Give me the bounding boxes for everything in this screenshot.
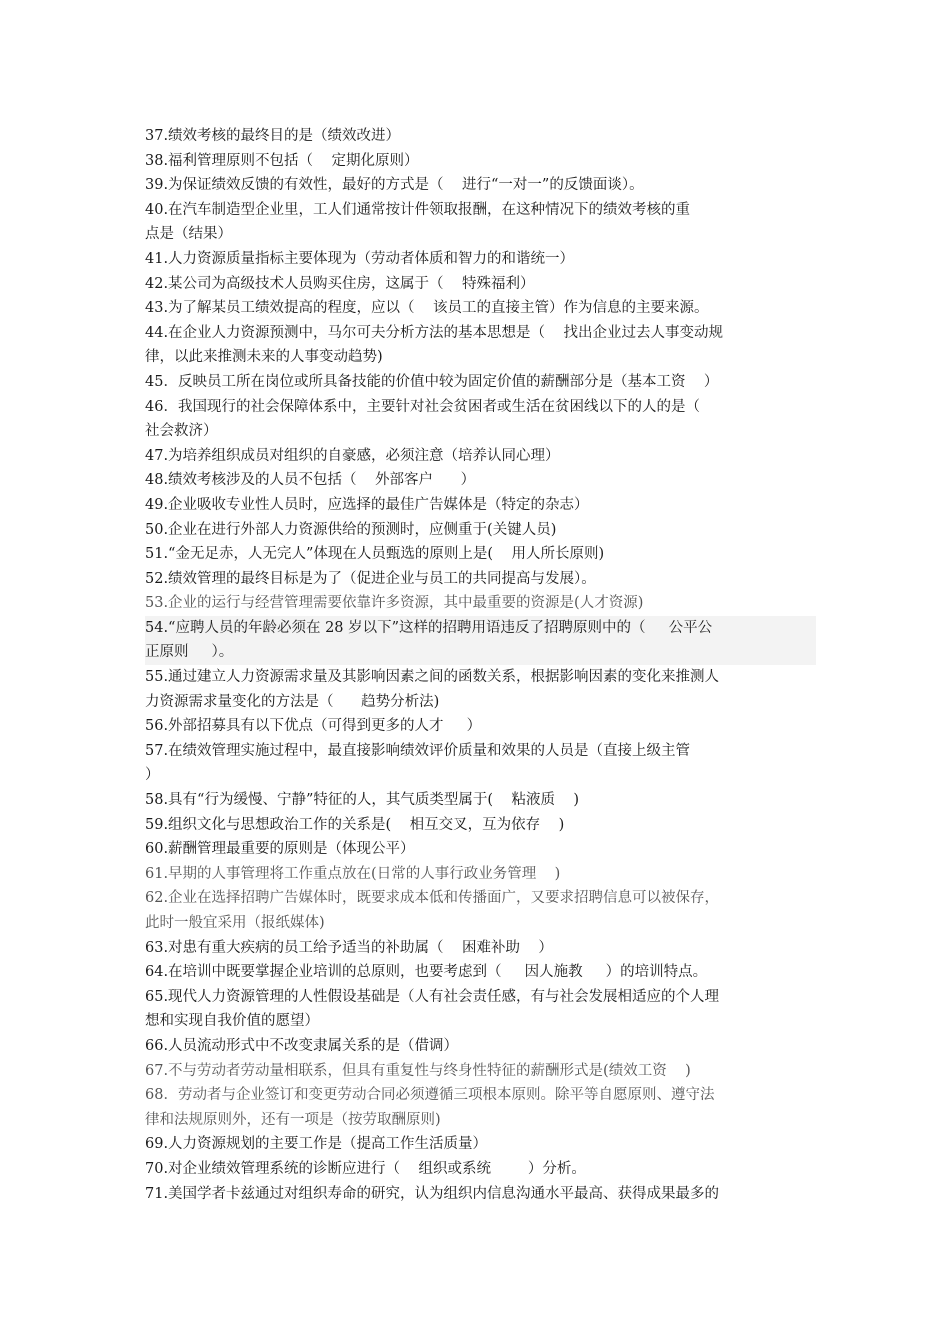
text-line: 44.在企业人力资源预测中，马尔可夫分析方法的基本思想是（ 找出企业过去人事变动规: [145, 324, 723, 341]
text-line: 56.外部招募具有以下优点（可得到更多的人才 ）: [145, 718, 482, 735]
text-line: 55.通过建立人力资源需求量及其影响因素之间的函数关系，根据影响因素的变化来推测人: [145, 669, 720, 686]
text-line: 65.现代人力资源管理的人性假设基础是（人有社会责任感，有与社会发展相适应的个人理: [145, 988, 720, 1005]
text-line: 46．我国现行的社会保障体系中，主要针对社会贫困者或生活在贫困线以下的人的是（: [145, 398, 700, 415]
text-line: 53.企业的运行与经营管理需要依靠许多资源，其中最重要的资源是(人才资源): [145, 595, 644, 612]
text-line: 58.具有“行为缓慢、宁静”特征的人，其气质类型属于( 粘液质 ): [145, 792, 580, 809]
text-line: 想和实现自我价值的愿望）: [145, 1013, 319, 1030]
text-line: 社会救济）: [145, 423, 218, 440]
text-line: 64.在培训中既要掌握企业培训的总原则，也要考虑到（ 因人施教 ）的培训特点。: [145, 964, 708, 981]
text-line: ）: [145, 767, 160, 784]
text-line: 43.为了解某员工绩效提高的程度，应以（ 该员工的直接主管）作为信息的主要来源。: [145, 300, 709, 317]
document-body: [145, 124, 810, 1206]
text-line: 52.绩效管理的最终目标是为了（促进企业与员工的共同提高与发展）。: [145, 570, 596, 587]
text-line: 此时一般宜采用（报纸媒体): [145, 915, 325, 931]
text-line: 力资源需求量变化的方法是（ 趋势分析法): [145, 693, 440, 710]
text-line: 51.“金无足赤，人无完人”体现在人员甄选的原则上是( 用人所长原则): [145, 546, 605, 563]
text-line: 50.企业在进行外部人力资源供给的预测时，应侧重于(关键人员): [145, 521, 557, 538]
text-line: 59.组织文化与思想政治工作的关系是( 相互交叉，互为依存 ): [145, 816, 565, 833]
text-line: 48.绩效考核涉及的人员不包括（ 外部客户 ）: [145, 472, 476, 489]
text-line: 61.早期的人事管理将工作重点放在(日常的人事行政业务管理 ): [145, 865, 561, 882]
text-line: 点是（结果）: [145, 226, 232, 243]
text-line: 41.人力资源质量指标主要体现为（劳动者体质和智力的和谐统一）: [145, 250, 575, 267]
text-line: 67.不与劳动者劳动量相联系，但具有重复性与终身性特征的薪酬形式是(绩效工资 ): [145, 1062, 691, 1079]
text-line: 70.对企业绩效管理系统的诊断应进行（ 组织或系统 ）分析。: [145, 1160, 586, 1177]
text-line: 37.绩效考核的最终目的是（绩效改进）: [145, 128, 401, 144]
text-line: 律，以此来推测未来的人事变动趋势): [145, 349, 383, 366]
text-line: 68．劳动者与企业签订和变更劳动合同必须遵循三项根本原则。除平等自愿原则、遵守法: [145, 1087, 715, 1104]
text-line: 45．反映员工所在岗位或所具备技能的价值中较为固定价值的薪酬部分是（基本工资 ）: [145, 373, 719, 390]
text-line: 54.“应聘人员的年龄必须在 28 岁以下”这样的招聘用语违反了招聘原则中的（ 公平公: [145, 616, 816, 641]
text-line: 62.企业在选择招聘广告媒体时，既要求成本低和传播面广，又要求招聘信息可以被保存，: [145, 890, 720, 907]
text-line: 正原则 ）。: [145, 640, 816, 665]
text-line: 39.为保证绩效反馈的有效性，最好的方式是（ 进行“一对一”的反馈面谈）。: [145, 177, 644, 194]
text-line: 42.某公司为高级技术人员购买住房，这属于（ 特殊福利）: [145, 275, 535, 292]
text-line: 49.企业吸收专业性人员时，应选择的最佳广告媒体是（特定的杂志）: [145, 496, 589, 513]
text-line: 40.在汽车制造型企业里，工人们通常按计件领取报酬，在这种情况下的绩效考核的重: [145, 201, 691, 218]
text-line: 38.福利管理原则不包括（ 定期化原则）: [145, 152, 419, 169]
text-line: 60.薪酬管理最重要的原则是（体现公平）: [145, 841, 415, 858]
text-line: 57.在绩效管理实施过程中，最直接影响绩效评价质量和效果的人员是（直接上级主管: [145, 742, 691, 759]
text-line: 律和法规原则外，还有一项是（按劳取酬原则): [145, 1111, 441, 1128]
text-line: 71.美国学者卡兹通过对组织寿命的研究，认为组织内信息沟通水平最高、获得成果最多的: [145, 1185, 720, 1202]
text-line: 47.为培养组织成员对组织的自豪感，必须注意（培养认同心理）: [145, 447, 560, 464]
text-line: 66.人员流动形式中不改变隶属关系的是（借调）: [145, 1037, 459, 1054]
text-line: 63.对患有重大疾病的员工给予适当的补助属（ 困难补助 ）: [145, 939, 553, 956]
text-line: 69.人力资源规划的主要工作是（提高工作生活质量）: [145, 1136, 488, 1153]
